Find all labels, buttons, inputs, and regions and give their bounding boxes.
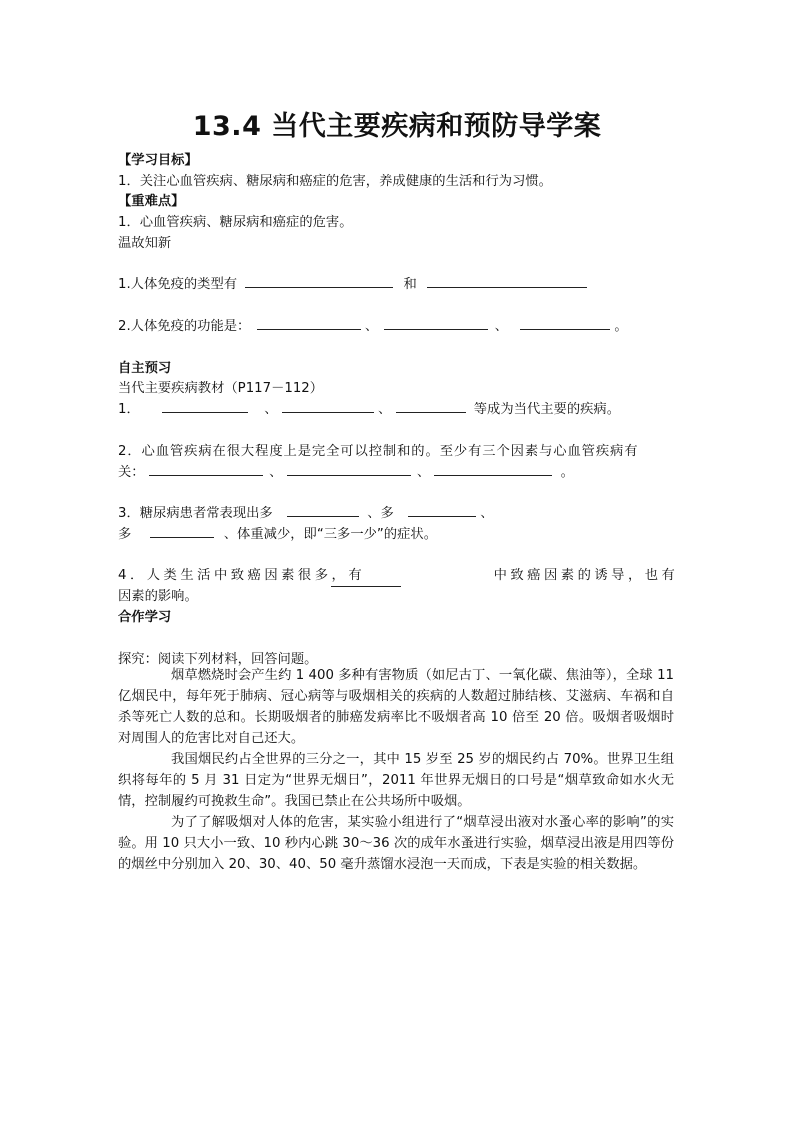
self-study-question-2-line-1: 2．心血管疾病在很大程度上是完全可以控制和的。至少有三个因素与心血管疾病有 bbox=[118, 444, 639, 459]
ss-q1-suffix: 等成为当代主要的疾病。 bbox=[473, 402, 621, 417]
ss-q3-blank-1[interactable] bbox=[287, 502, 359, 517]
material-paragraph-3: 为了了解吸烟对人体的危害，某实验小组进行了“烟草浸出液对水蚤心率的影响”的实验。用 10 只大小一致、10 秒内心跳 30～36 次的成年水蚤进行实验，烟草浸出液是用四等份的烟丝中分别加入 20、30、40、50 毫升蒸馏水浸泡一天而成，下表是实验的相关数据。 bbox=[118, 815, 674, 872]
ss-q1-sep-2: 、 bbox=[378, 402, 392, 417]
ss-q3-blank-3[interactable] bbox=[150, 523, 214, 538]
ss-q4-part-1: 4．人类生活中致癌因素很多，有 bbox=[118, 568, 366, 583]
self-study-question-3-line-2 bbox=[118, 523, 437, 542]
self-study-question-1 bbox=[118, 398, 620, 417]
objective-item-1: 1．关注心血管疾病、糖尿病和癌症的危害，养成健康的生活和行为习惯。 bbox=[118, 174, 552, 189]
ss-q2-sep-1: 、 bbox=[269, 465, 283, 480]
ss-q2-end: 。 bbox=[560, 465, 574, 480]
objectives-heading: 【学习目标】 bbox=[118, 153, 198, 168]
ss-q3-mid: 、多 bbox=[367, 506, 394, 521]
review-question-1 bbox=[118, 273, 587, 292]
self-study-question-4-line-2: 因素的影响。 bbox=[118, 589, 198, 604]
key-points-heading: 【重难点】 bbox=[118, 194, 185, 209]
review-q1-blank-1[interactable] bbox=[245, 273, 393, 288]
review-heading: 温故知新 bbox=[118, 236, 172, 251]
material-paragraph-2: 我国烟民约占全世界的三分之一，其中 15 岁至 25 岁的烟民约占 70%。世界卫生组织将每年的 5 月 31 日定为“世界无烟日”，2011 年世界无烟日的口号是“烟草致命如水火无情，控制履约可挽救生命”。我国已禁止在公共场所中吸烟。 bbox=[118, 752, 674, 809]
cooperative-heading: 合作学习 bbox=[118, 610, 172, 625]
ss-q2-sep-2: 、 bbox=[416, 465, 431, 480]
material-paragraph-1: 烟草燃烧时会产生约 1 400 多种有害物质（如尼古丁、一氧化碳、焦油等），全球 11 亿烟民中，每年死于肺病、冠心病等与吸烟相关的疾病的人数超过肺结核、艾滋病、车祸和自杀等死亡人数的总和。长期吸烟者的肺癌发病率比不吸烟者高 10 倍至 20 倍。吸烟者吸烟时对周围人的危害比对自己还大。 bbox=[118, 668, 674, 746]
review-question-2 bbox=[118, 315, 628, 334]
review-q1-blank-2[interactable] bbox=[427, 273, 587, 288]
review-q2-blank-1[interactable] bbox=[257, 315, 361, 330]
ss-q2-blank-2[interactable] bbox=[287, 461, 411, 476]
ss-q4-part-2: 中致癌因素的诱导，也有 bbox=[493, 568, 679, 583]
page-title: 13.4 当代主要疾病和预防导学案 bbox=[192, 111, 602, 142]
ss-q2-blank-1[interactable] bbox=[149, 461, 263, 476]
self-study-source: 当代主要疾病教材（P117－112） bbox=[118, 381, 324, 396]
cooperative-intro: 探究：阅读下列材料，回答问题。 bbox=[118, 652, 318, 667]
ss-q3-prefix: 3．糖尿病患者常表现出多 bbox=[118, 506, 273, 521]
self-study-heading: 自主预习 bbox=[118, 361, 172, 376]
review-q2-blank-3[interactable] bbox=[520, 315, 610, 330]
review-q2-prefix: 2.人体免疫的功能是： bbox=[118, 319, 251, 334]
review-q2-sep-1: 、 bbox=[364, 319, 379, 334]
review-q2-end: 。 bbox=[614, 319, 628, 334]
ss-q1-blank-2[interactable] bbox=[282, 398, 374, 413]
ss-q4-blank-1[interactable] bbox=[331, 572, 401, 587]
ss-q1-sep-1: 、 bbox=[264, 402, 278, 417]
review-q1-prefix: 1.人体免疫的类型有 bbox=[118, 277, 238, 292]
ss-q2-prefix: 关： bbox=[118, 465, 145, 480]
ss-q1-number: 1． bbox=[118, 402, 140, 417]
review-q2-blank-2[interactable] bbox=[384, 315, 488, 330]
ss-q3-line2-suffix: 、体重减少，即“三多一少”的症状。 bbox=[223, 527, 437, 542]
ss-q3-line2-prefix: 多 bbox=[118, 527, 132, 542]
self-study-question-3-line-1 bbox=[118, 502, 494, 521]
ss-q3-end-1: 、 bbox=[480, 506, 494, 521]
key-point-item-1: 1．心血管疾病、糖尿病和癌症的危害。 bbox=[118, 215, 353, 230]
review-q2-sep-2: 、 bbox=[494, 319, 508, 334]
self-study-question-2-line-2 bbox=[118, 461, 574, 480]
ss-q1-blank-3[interactable] bbox=[396, 398, 466, 413]
ss-q2-blank-3[interactable] bbox=[434, 461, 552, 476]
ss-q3-blank-2[interactable] bbox=[408, 502, 476, 517]
ss-q1-blank-1[interactable] bbox=[162, 398, 248, 413]
review-q1-and: 和 bbox=[403, 277, 417, 292]
self-study-question-4-line-1 bbox=[118, 564, 678, 583]
